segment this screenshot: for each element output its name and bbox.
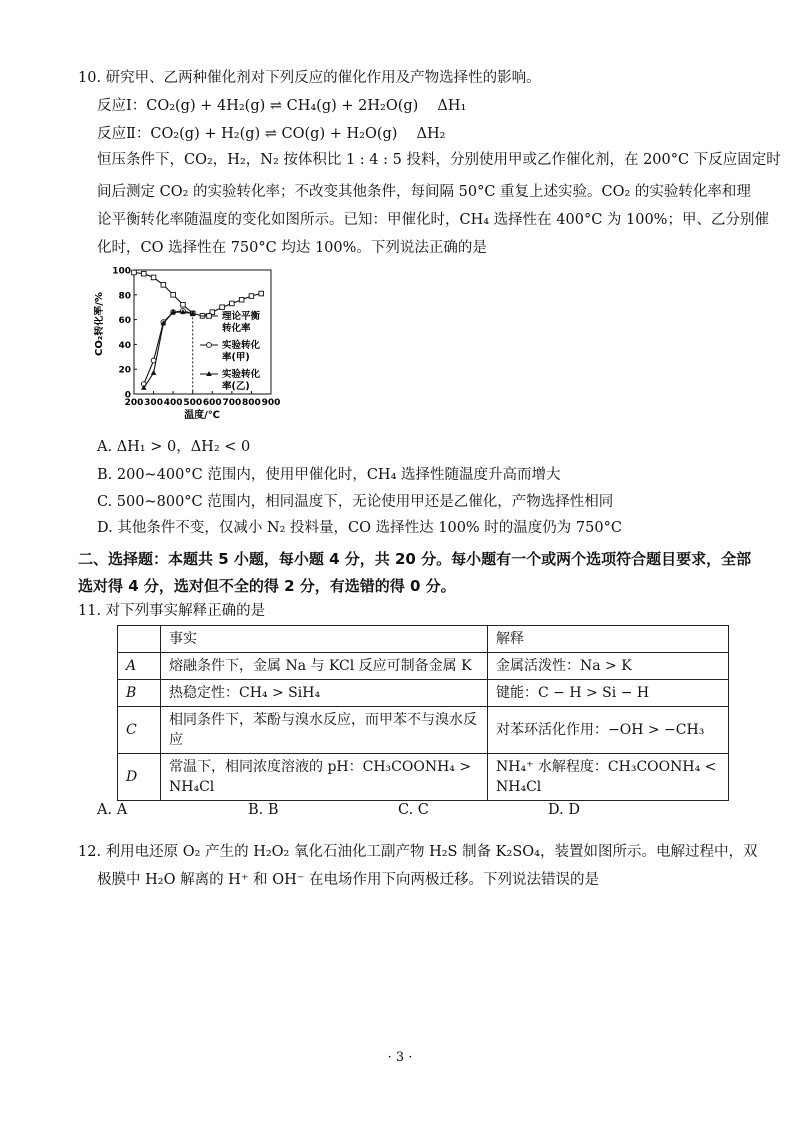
data-point-square xyxy=(181,302,186,307)
y-tick-label: 40 xyxy=(118,340,131,351)
data-point-square xyxy=(230,301,235,306)
legend-marker-circle xyxy=(207,343,212,348)
table-cell-explanation: 键能：C − H > Si − H xyxy=(488,680,729,707)
q11-stem: 11. 对下列事实解释正确的是 xyxy=(78,603,266,619)
section-2-header-line-1: 二、选择题：本题共 5 小题，每小题 4 分，共 20 分。每小题有一个或两个选项符合题目要求，全部 xyxy=(78,550,752,568)
data-point-square xyxy=(249,294,254,299)
q11-option-a[interactable]: A. A xyxy=(97,802,128,818)
q10-para-line-1: 恒压条件下，CO₂，H₂，N₂ 按体积比 1 : 4 : 5 投料，分别使用甲或乙作催化剂，在 200°C 下反应固定时 xyxy=(97,152,781,168)
q10-option-d[interactable]: D. 其他条件不变，仅减小 N₂ 投料量，CO 选择性达 100% 时的温度仍为 750°C xyxy=(97,520,622,536)
q10-stem: 10. 研究甲、乙两种催化剂对下列反应的催化作用及产物选择性的影响。 xyxy=(78,70,541,86)
y-tick-label: 20 xyxy=(118,365,131,376)
table-cell-label: B xyxy=(118,680,161,707)
data-point-square xyxy=(151,275,156,280)
q10-option-b[interactable]: B. 200~400°C 范围内，使用甲催化时，CH₄ 选择性随温度升高而增大 xyxy=(97,467,561,483)
q11-option-b[interactable]: B. B xyxy=(248,802,279,818)
x-tick-label: 300 xyxy=(144,398,163,408)
x-tick-label: 600 xyxy=(202,398,222,408)
table-row xyxy=(118,707,729,754)
q11-option-c[interactable]: C. C xyxy=(398,802,429,818)
q10-para-line-4: 化时，CO 选择性在 750°C 均达 100%。下列说法正确的是 xyxy=(97,240,487,256)
q11-option-d[interactable]: D. D xyxy=(548,802,580,818)
x-tick-label: 900 xyxy=(261,398,281,408)
table-cell-fact: 相同条件下，苯酚与溴水反应，而甲苯不与溴水反应 xyxy=(161,707,488,754)
q12-line-1: 12. 利用电还原 O₂ 产生的 H₂O₂ 氧化石油化工副产物 H₂S 制备 K₂SO₄，装置如图所示。电解过程中，双 xyxy=(78,844,758,860)
table-cell-label: C xyxy=(118,707,161,754)
q11-facts-table xyxy=(117,625,729,801)
data-point-square xyxy=(132,270,137,275)
data-point-square xyxy=(259,291,264,296)
q10-para-line-3: 论平衡转化率随温度的变化如图所示。已知：甲催化时，CH₄ 选择性在 400°C 为 100%；甲、乙分别催 xyxy=(97,212,769,228)
data-point-square xyxy=(220,305,225,310)
x-tick-label: 800 xyxy=(242,398,261,408)
legend-label: 实验转化 xyxy=(222,340,261,351)
q10-reaction-2: 反应Ⅱ：CO₂(g) + H₂(g) ⇌ CO(g) + H₂O(g) ΔH₂ xyxy=(97,126,446,142)
legend-label-cont: 率(乙) xyxy=(222,381,250,392)
table-row xyxy=(118,754,729,801)
legend-label: 理论平衡 xyxy=(222,311,261,322)
chart-x-axis-label: 温度/℃ xyxy=(184,410,220,421)
legend-label: 实验转化 xyxy=(222,369,261,380)
chart-axes xyxy=(112,267,280,409)
x-tick-label: 500 xyxy=(183,398,203,408)
q12-line-2: 极膜中 H₂O 解离的 H⁺ 和 OH⁻ 在电场作用下向两极迁移。下列说法错误的是 xyxy=(97,872,599,888)
x-tick-label: 400 xyxy=(163,398,183,408)
y-tick-label: 0 xyxy=(124,390,131,401)
table-cell-fact: 常温下，相同浓度溶液的 pH：CH₃COONH₄ > NH₄Cl xyxy=(161,754,488,801)
table-header-cell: 事实 xyxy=(161,626,488,653)
table-cell-fact: 熔融条件下，金属 Na 与 KCl 反应可制备金属 K xyxy=(161,653,488,680)
table-cell-explanation: 对苯环活化作用：−OH > −CH₃ xyxy=(488,707,729,754)
table-header-cell: 解释 xyxy=(488,626,729,653)
series-line-2 xyxy=(144,311,193,384)
q10-option-a[interactable]: A. ΔH₁ > 0，ΔH₂ < 0 xyxy=(97,439,251,455)
series-line-3 xyxy=(144,312,193,388)
q10-para-line-2: 间后测定 CO₂ 的实验转化率；不改变其他条件，每间隔 50°C 重复上述实验。CO₂ 的实验转化率和理 xyxy=(97,184,751,200)
co2-conversion-chart xyxy=(94,262,294,422)
table-cell-explanation: NH₄⁺ 水解程度：CH₃COONH₄ < NH₄Cl xyxy=(488,754,729,801)
x-tick-label: 700 xyxy=(222,398,242,408)
q10-reaction-1: 反应Ⅰ：CO₂(g) + 4H₂(g) ⇌ CH₄(g) + 2H₂O(g) ΔH₁ xyxy=(97,98,467,114)
table-header-cell xyxy=(118,626,161,653)
chart-y-axis-label: CO₂转化率/% xyxy=(94,292,105,356)
legend-label-cont: 转化率 xyxy=(222,323,251,334)
table-cell-explanation: 金属活泼性：Na > K xyxy=(488,653,729,680)
page-number: · 3 · xyxy=(387,1050,413,1065)
table-cell-fact: 热稳定性：CH₄ > SiH₄ xyxy=(161,680,488,707)
data-point-square xyxy=(141,271,146,276)
data-point-triangle xyxy=(151,370,157,375)
x-tick-label: 200 xyxy=(124,398,144,408)
table-header-row xyxy=(118,626,729,653)
data-point-square xyxy=(161,283,166,288)
data-point-square xyxy=(171,293,176,298)
legend-label-cont: 率(甲) xyxy=(222,352,250,363)
table-row xyxy=(118,653,729,680)
table-cell-label: D xyxy=(118,754,161,801)
q10-option-c[interactable]: C. 500~800°C 范围内，相同温度下，无论使用甲还是乙催化，产物选择性相同 xyxy=(97,494,614,510)
y-tick-label: 60 xyxy=(118,316,131,327)
legend-marker-square xyxy=(207,314,212,319)
chart-legend xyxy=(200,310,261,392)
section-2-header-line-2: 选对得 4 分，选对但不全的得 2 分，有选错的得 0 分。 xyxy=(78,577,456,595)
data-point-square xyxy=(239,297,244,302)
y-tick-label: 100 xyxy=(112,266,131,277)
table-cell-label: A xyxy=(118,653,161,680)
y-tick-label: 80 xyxy=(118,291,131,302)
table-row xyxy=(118,680,729,707)
